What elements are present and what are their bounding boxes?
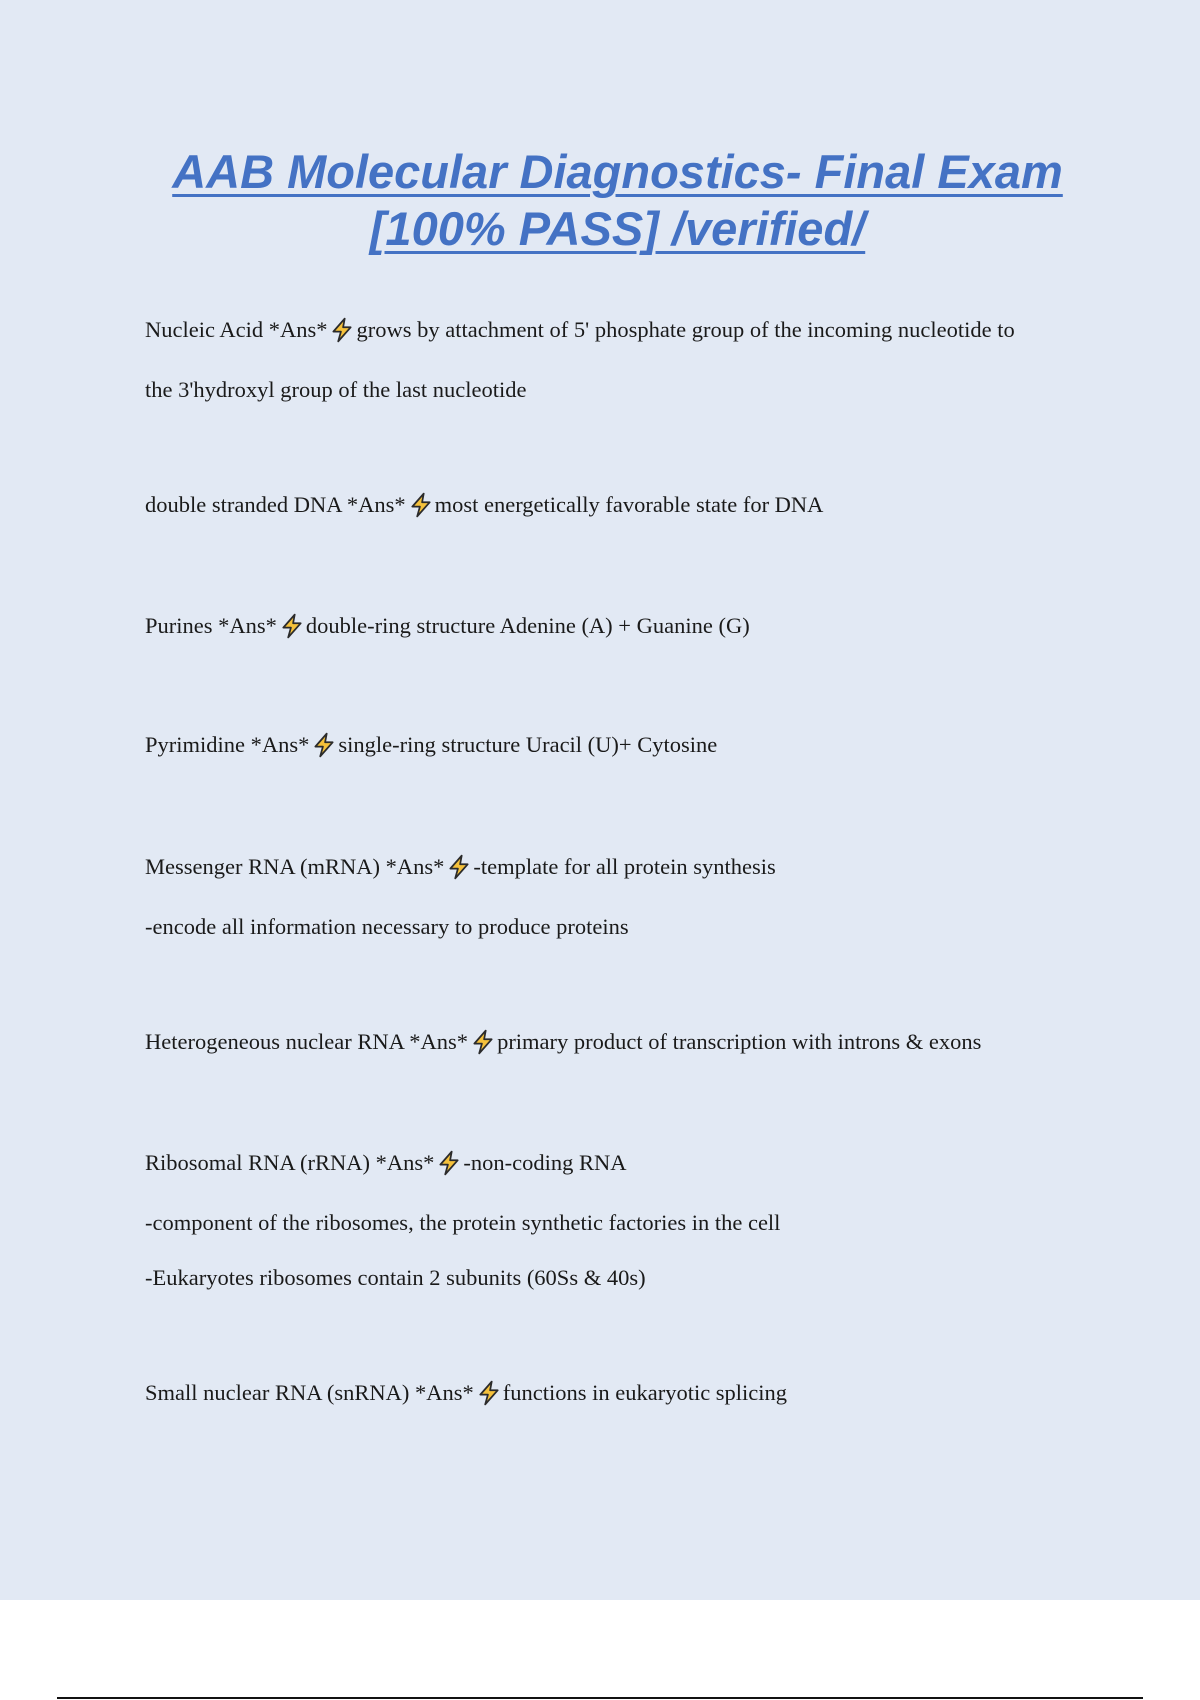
qa-entry-line: [145, 611, 750, 641]
qa-term: Ribosomal RNA (rRNA): [145, 1150, 370, 1175]
answer-marker: *Ans*: [385, 854, 445, 879]
answer-marker: *Ans*: [414, 1380, 474, 1405]
answer-marker: *Ans*: [375, 1150, 435, 1175]
lightning-bolt-icon: [329, 317, 355, 343]
qa-entry-line: [145, 490, 823, 520]
qa-term: Purines: [145, 613, 213, 638]
qa-entry-line: [145, 730, 717, 760]
qa-answer-continuation: -component of the ribosomes, the protein synthetic factories in the cell: [145, 1210, 781, 1235]
qa-answer-continuation: the 3'hydroxyl group of the last nucleotide: [145, 377, 527, 402]
qa-term: Pyrimidine: [145, 732, 245, 757]
qa-entry-line: [145, 1378, 787, 1408]
answer-marker: *Ans*: [346, 492, 406, 517]
qa-answer: most energetically favorable state for DNA: [434, 492, 824, 517]
answer-marker: *Ans*: [218, 613, 277, 638]
answer-marker: *Ans*: [250, 732, 310, 757]
qa-term: Nucleic Acid: [145, 317, 264, 342]
lightning-bolt-icon: [470, 1029, 496, 1055]
qa-term: Small nuclear RNA (snRNA): [145, 1380, 410, 1405]
qa-answer: -template for all protein synthesis: [473, 854, 776, 879]
qa-term: double stranded DNA: [145, 492, 342, 517]
qa-answer: single-ring structure Uracil (U)+ Cytosine: [338, 732, 718, 757]
lightning-bolt-icon: [436, 1150, 462, 1176]
lightning-bolt-icon: [408, 492, 434, 518]
qa-entry-line: [145, 315, 1015, 345]
qa-entry-line: [145, 1148, 627, 1178]
qa-answer: double-ring structure Adenine (A) + Guanine (G): [305, 613, 750, 638]
footer-rule: [57, 1697, 1143, 1699]
lightning-bolt-icon: [476, 1380, 502, 1406]
title-line-2: [100% PASS] /verified/: [369, 202, 866, 255]
lightning-bolt-icon: [311, 732, 337, 758]
qa-entry-line: [145, 1027, 981, 1057]
qa-term: Heterogeneous nuclear RNA: [145, 1029, 404, 1054]
qa-term: Messenger RNA (mRNA): [145, 854, 380, 879]
qa-answer: grows by attachment of 5' phosphate group of the incoming nucleotide to: [356, 317, 1015, 342]
document-title: [140, 143, 1095, 257]
qa-entry-line: [145, 852, 776, 882]
qa-answer: primary product of transcription with introns & exons: [497, 1029, 982, 1054]
qa-answer: -non-coding RNA: [463, 1150, 627, 1175]
title-line-1: AAB Molecular Diagnostics- Final Exam: [172, 145, 1063, 198]
qa-answer: functions in eukaryotic splicing: [502, 1380, 788, 1405]
qa-answer-continuation: -encode all information necessary to produce proteins: [145, 914, 629, 939]
answer-marker: *Ans*: [268, 317, 328, 342]
lightning-bolt-icon: [279, 613, 305, 639]
answer-marker: *Ans*: [409, 1029, 469, 1054]
qa-answer-continuation: -Eukaryotes ribosomes contain 2 subunits (60Ss & 40s): [145, 1265, 646, 1290]
lightning-bolt-icon: [446, 854, 472, 880]
